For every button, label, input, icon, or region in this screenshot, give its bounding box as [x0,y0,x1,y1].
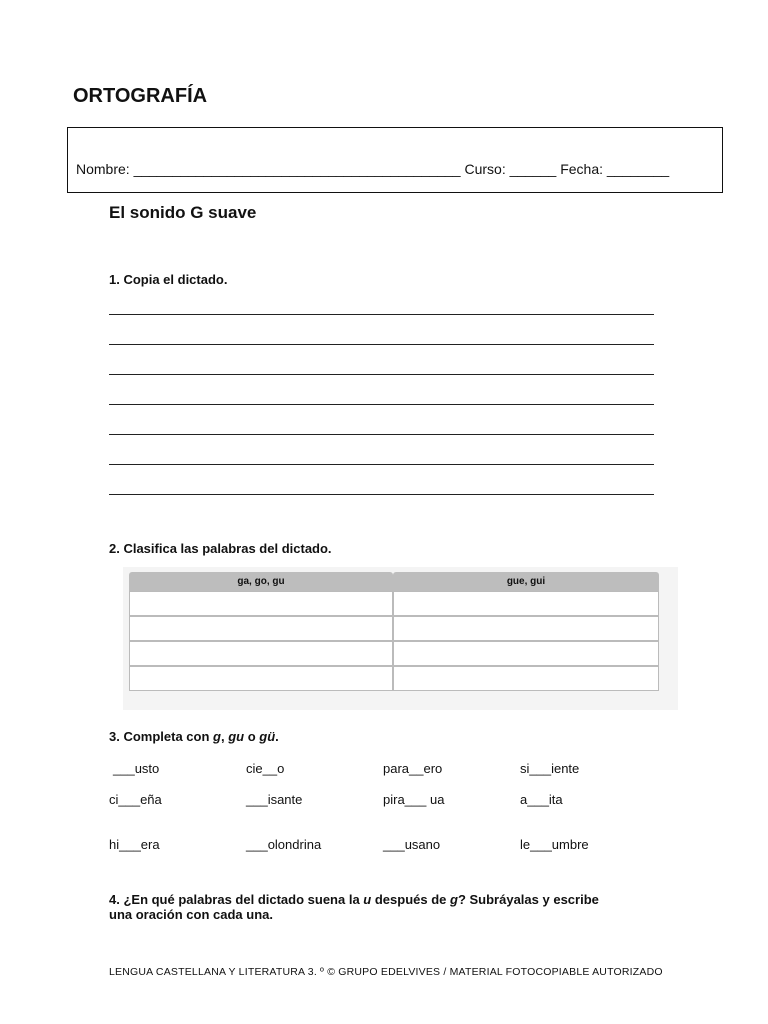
table-row [129,591,659,616]
word-blank: hi___era [109,837,160,852]
column-header-ga-go-gu: ga, go, gu [129,572,393,591]
question-2-label: 2. Clasifica las palabras del dictado. [109,541,332,556]
table-cell [129,641,393,666]
question-3-label: 3. Completa con g, gu o gü. [109,729,279,744]
writing-line [109,404,654,405]
word-blank: ci___eña [109,792,162,807]
word-blank: ___isante [246,792,303,807]
writing-line [109,494,654,495]
footer-copyright: LENGUA CASTELLANA Y LITERATURA 3. º © GRUPO EDELVIVES / MATERIAL FOTOCOPIABLE AUTORIZADO [109,966,663,978]
word-blank: pira___ ua [383,792,445,807]
table-cell [393,616,659,641]
word-blank: cie__o [246,761,285,776]
student-info-line: Nombre: __________________________________________ Curso: ______ Fecha: ________ [76,161,670,177]
writing-line [109,344,654,345]
table-cell [393,666,659,691]
writing-line [109,314,654,315]
table-row [129,641,659,666]
column-header-gue-gui: gue, gui [393,572,659,591]
word-blank: le___umbre [520,837,589,852]
word-blank: ___usto [113,761,160,776]
section-title: El sonido G suave [109,203,257,222]
table-cell [129,616,393,641]
page-title: ORTOGRAFÍA [73,85,208,107]
question-4-label: 4. ¿En qué palabras del dictado suena la u después de g? Subráyalas y escribe una oración con cada una. [109,892,599,922]
writing-line [109,464,654,465]
student-info-box [67,127,723,193]
table-row [129,666,659,691]
writing-line [109,434,654,435]
word-blank: para__ero [383,761,443,776]
table-row [129,616,659,641]
table-cell [129,666,393,691]
word-blank: ___olondrina [246,837,322,852]
classification-table [123,567,678,710]
word-blank: si___iente [520,761,580,776]
writing-line [109,374,654,375]
question-1-label: 1. Copia el dictado. [109,272,228,287]
table-cell [129,591,393,616]
table-cell [393,641,659,666]
word-blank: ___usano [383,837,441,852]
table-cell [393,591,659,616]
word-blank: a___ita [520,792,563,807]
